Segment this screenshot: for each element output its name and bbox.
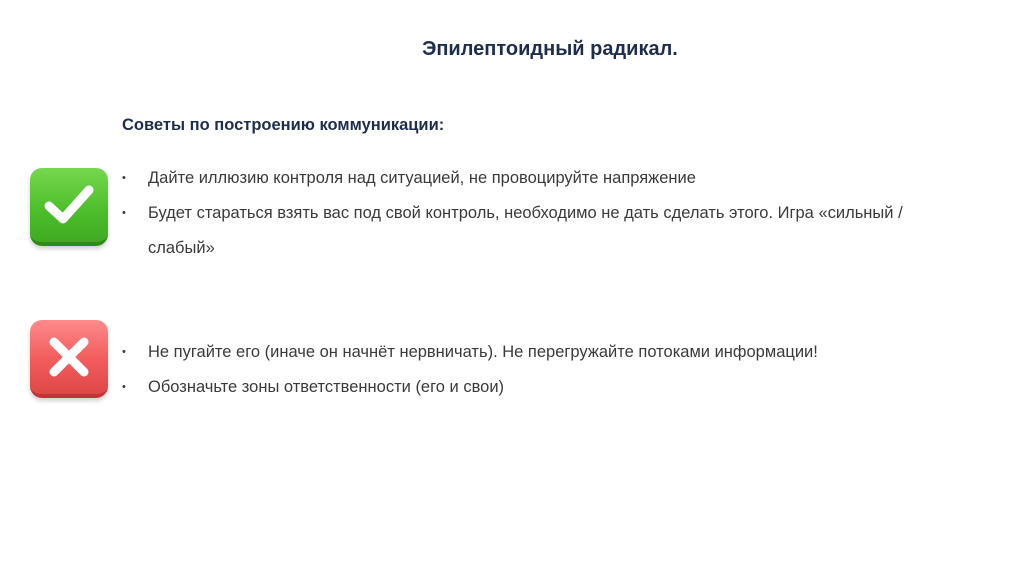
advice-text: Дайте иллюзию контроля над ситуацией, не провоцируйте напряжение — [148, 169, 696, 187]
bullet-marker: • — [122, 172, 126, 184]
list-item — [122, 161, 972, 196]
dont-advice-list — [122, 335, 972, 405]
advice-text: Будет стараться взять вас под свой контроль, необходимо не дать сделать этого. Игра «сильный / слабый» — [148, 204, 903, 257]
list-item — [122, 196, 972, 266]
list-item — [122, 370, 972, 405]
section-subtitle: Советы по построению коммуникации: — [122, 116, 445, 134]
bullet-marker: • — [122, 381, 126, 393]
do-advice-list — [122, 161, 972, 266]
bullet-marker: • — [122, 346, 126, 358]
list-item — [122, 335, 972, 370]
bullet-marker: • — [122, 207, 126, 219]
advice-text: Обозначьте зоны ответственности (его и свои) — [148, 378, 505, 396]
page-title: Эпилептоидный радикал. — [422, 38, 678, 60]
check-icon — [30, 168, 108, 246]
cross-icon — [30, 320, 108, 398]
advice-text: Не пугайте его (иначе он начнёт нервничать). Не перегружайте потоками информации! — [148, 343, 818, 361]
